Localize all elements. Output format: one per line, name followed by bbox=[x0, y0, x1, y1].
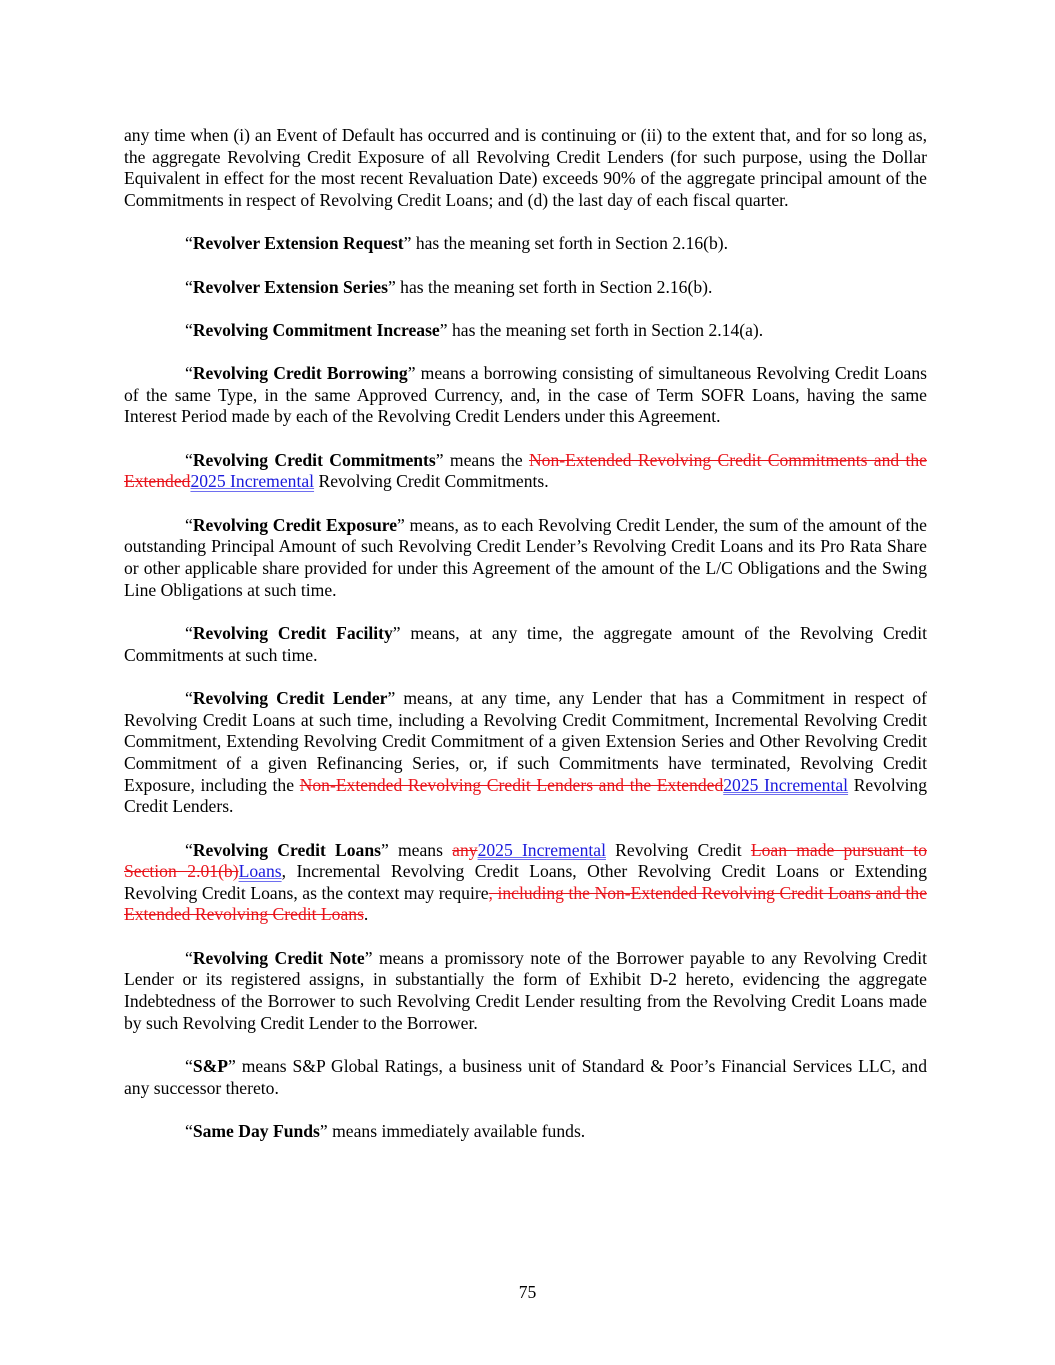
text-run: Revolving Credit bbox=[605, 839, 751, 860]
text-run: , Incremental Revolving Credit Loans, Other Revolving Credit Loans or Extending Revolving Credit Loans, as the context may require bbox=[124, 861, 928, 903]
definition-paragraph bbox=[124, 1121, 927, 1143]
defined-term: S&P bbox=[192, 1056, 228, 1077]
text-run: “ bbox=[185, 276, 193, 297]
document-body bbox=[124, 125, 927, 1164]
defined-term: Revolver Extension Series bbox=[192, 276, 388, 297]
text-run: “ bbox=[185, 622, 193, 643]
defined-term: Revolver Extension Request bbox=[192, 233, 404, 254]
text-run: ” means a promissory note of the Borrower payable to any Revolving Credit Lender or its registered assigns, in substantially the form of Exhibit D-2 hereto, evidencing the aggregate Indebtedness of the Borrower to such Revolving Credit Lender resulting from the Revolving Credit Loans made by such Revolving Credit Lender to the Borrower. bbox=[124, 947, 927, 1033]
text-run: Revolving Credit Commitments. bbox=[314, 471, 549, 492]
text-run: ” has the meaning set forth in Section 2.16(b). bbox=[387, 276, 713, 297]
text-run: ” has the meaning set forth in Section 2.16(b). bbox=[403, 233, 729, 254]
text-run: ” means the bbox=[435, 449, 529, 470]
inserted-text: 2025 Incremental bbox=[477, 839, 606, 860]
definition-paragraph bbox=[124, 948, 927, 1035]
inserted-text: 2025 Incremental bbox=[723, 774, 849, 795]
text-run: “ bbox=[185, 1121, 193, 1141]
page-number: 75 bbox=[518, 1282, 537, 1302]
definition-paragraph bbox=[124, 450, 927, 493]
text-run: Revolving Credit Lenders. bbox=[124, 774, 927, 817]
defined-term: Revolving Credit Lender bbox=[192, 687, 388, 708]
text-run: “ bbox=[185, 449, 193, 470]
text-run: ” means immediately available funds. bbox=[319, 1121, 586, 1141]
text-run: “ bbox=[185, 233, 193, 254]
definition-paragraph bbox=[124, 515, 927, 602]
text-run: ” means bbox=[380, 839, 453, 860]
text-run: ” has the meaning set forth in Section 2.14(a). bbox=[439, 319, 764, 340]
defined-term: Revolving Credit Note bbox=[192, 947, 365, 968]
text-run: “ bbox=[185, 947, 193, 968]
text-run: “ bbox=[185, 363, 193, 384]
text-run: ” means, at any time, any Lender that has a Commitment in respect of Revolving Credit Loans at such time, including a Revolving Credit Commitment, Incremental Revolving Credit Commitment, Extending Revolving Credit Commitment of a given Extension Series and Other Revolving Credit Commitment of a given Refinancing Series, or, if such Commitments have terminated, Revolving Credit Exposure, including the bbox=[124, 687, 927, 795]
text-run: ” means, at any time, the aggregate amount of the Revolving Credit Commitments at such time. bbox=[124, 622, 927, 665]
text-run: “ bbox=[185, 1056, 193, 1077]
text-run: any time when (i) an Event of Default has occurred and is continuing or (ii) to the extent that, and for so long as, the aggregate Revolving Credit Exposure of all Revolving Credit Lenders (for such purpose, using the Dollar Equivalent in effect for the most recent Revaluation Date) exceeds 90% of the aggregate principal amount of the Commitments in respect of Revolving Credit Loans; and (d) the last day of each fiscal quarter. bbox=[124, 125, 927, 210]
text-run: . bbox=[363, 904, 369, 925]
defined-term: Revolving Credit Borrowing bbox=[192, 363, 408, 384]
defined-term: Revolving Credit Facility bbox=[192, 622, 393, 643]
definition-paragraph bbox=[124, 840, 927, 927]
definition-paragraph bbox=[124, 125, 927, 212]
text-run: “ bbox=[185, 839, 193, 860]
text-run: “ bbox=[185, 687, 193, 708]
deleted-text: Loan made pursuant to Section 2.01(b) bbox=[124, 839, 927, 882]
inserted-text: 2025 Incremental bbox=[190, 471, 315, 492]
defined-term: Revolving Credit Commitments bbox=[192, 449, 436, 470]
definition-paragraph bbox=[124, 623, 927, 666]
defined-term: Revolving Commitment Increase bbox=[192, 319, 440, 340]
deleted-text: Non-Extended Revolving Credit Commitments and the Extended bbox=[124, 449, 927, 492]
defined-term: Revolving Credit Loans bbox=[192, 839, 381, 860]
definition-paragraph bbox=[124, 277, 927, 299]
defined-term: Same Day Funds bbox=[192, 1121, 320, 1141]
definition-paragraph bbox=[124, 688, 927, 818]
deleted-text: , including the Non-Extended Revolving Credit Loans and the Extended Revolving Credit Loans bbox=[124, 882, 927, 925]
deleted-text: any bbox=[452, 839, 478, 860]
definition-paragraph bbox=[124, 320, 927, 342]
text-run: ” means S&P Global Ratings, a business unit of Standard & Poor’s Financial Services LLC, and any successor thereto. bbox=[124, 1056, 927, 1098]
text-run: ” means a borrowing consisting of simultaneous Revolving Credit Loans of the same Type, in the same Approved Currency, and, in the case of Term SOFR Loans, having the same Interest Period made by each of the Revolving Credit Lenders under this Agreement. bbox=[124, 363, 927, 427]
text-run: ” means, as to each Revolving Credit Lender, the sum of the amount of the outstanding Principal Amount of such Revolving Credit Lender’s Revolving Credit Loans and its Pro Rata Share or other applicable share provided for under this Agreement of the amount of the L/C Obligations and the Swing Line Obligations at such time. bbox=[124, 514, 927, 600]
definition-paragraph bbox=[124, 1056, 927, 1099]
text-run: “ bbox=[185, 319, 193, 340]
definition-paragraph bbox=[124, 363, 927, 428]
defined-term: Revolving Credit Exposure bbox=[192, 514, 398, 535]
text-run: “ bbox=[185, 514, 193, 535]
deleted-text: Non-Extended Revolving Credit Lenders and the Extended bbox=[299, 774, 724, 795]
inserted-text: Loans bbox=[238, 861, 282, 882]
definition-paragraph bbox=[124, 233, 927, 255]
